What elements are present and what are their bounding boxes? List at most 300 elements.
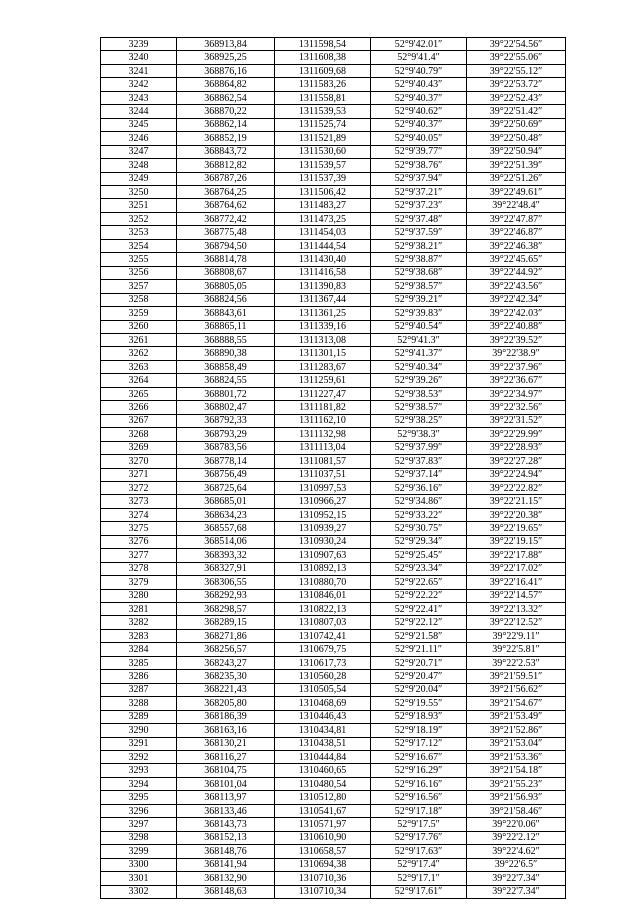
x-coordinate-cell: 368163,16 bbox=[177, 724, 275, 737]
longitude-cell: 39°22'7.34″ bbox=[467, 885, 566, 898]
table-row bbox=[101, 737, 566, 750]
latitude-cell: 52°9'23.34″ bbox=[371, 562, 467, 575]
table-row bbox=[101, 481, 566, 494]
latitude-cell: 52°9'38.25″ bbox=[371, 414, 467, 427]
table-row bbox=[101, 253, 566, 266]
table-row bbox=[101, 831, 566, 844]
point-number-cell: 3302 bbox=[101, 885, 177, 898]
y-coordinate-cell: 1310930,24 bbox=[275, 535, 371, 548]
table-row bbox=[101, 697, 566, 710]
y-coordinate-cell: 1311113,04 bbox=[275, 441, 371, 454]
x-coordinate-cell: 368756,49 bbox=[177, 468, 275, 481]
x-coordinate-cell: 368772,42 bbox=[177, 212, 275, 225]
latitude-cell: 52°9'41.4″ bbox=[371, 51, 467, 64]
y-coordinate-cell: 1311339,16 bbox=[275, 320, 371, 333]
latitude-cell: 52°9'34.86″ bbox=[371, 495, 467, 508]
longitude-cell: 39°21'53.36″ bbox=[467, 751, 566, 764]
longitude-cell: 39°22'50.69″ bbox=[467, 118, 566, 131]
x-coordinate-cell: 368514,06 bbox=[177, 535, 275, 548]
latitude-cell: 52°9'29.34″ bbox=[371, 535, 467, 548]
x-coordinate-cell: 368792,33 bbox=[177, 414, 275, 427]
point-number-cell: 3296 bbox=[101, 804, 177, 817]
x-coordinate-cell: 368243,27 bbox=[177, 656, 275, 669]
y-coordinate-cell: 1311444,54 bbox=[275, 239, 371, 252]
x-coordinate-cell: 368289,15 bbox=[177, 616, 275, 629]
y-coordinate-cell: 1310846,01 bbox=[275, 589, 371, 602]
table-row bbox=[101, 764, 566, 777]
longitude-cell: 39°22'37.96″ bbox=[467, 360, 566, 373]
longitude-cell: 39°22'13.32″ bbox=[467, 603, 566, 616]
latitude-cell: 52°9'40.79″ bbox=[371, 64, 467, 77]
y-coordinate-cell: 1310907,63 bbox=[275, 549, 371, 562]
point-number-cell: 3253 bbox=[101, 226, 177, 239]
longitude-cell: 39°22'34.97″ bbox=[467, 387, 566, 400]
table-row bbox=[101, 185, 566, 198]
y-coordinate-cell: 1311162,10 bbox=[275, 414, 371, 427]
latitude-cell: 52°9'19.55″ bbox=[371, 697, 467, 710]
latitude-cell: 52°9'39.21″ bbox=[371, 293, 467, 306]
point-number-cell: 3301 bbox=[101, 872, 177, 885]
longitude-cell: 39°22'53.72″ bbox=[467, 78, 566, 91]
latitude-cell: 52°9'42.01″ bbox=[371, 38, 467, 51]
x-coordinate-cell: 368862,14 bbox=[177, 118, 275, 131]
point-number-cell: 3250 bbox=[101, 185, 177, 198]
x-coordinate-cell: 368186,39 bbox=[177, 710, 275, 723]
x-coordinate-cell: 368634,23 bbox=[177, 508, 275, 521]
point-number-cell: 3266 bbox=[101, 401, 177, 414]
longitude-cell: 39°22'9.11″ bbox=[467, 629, 566, 642]
latitude-cell: 52°9'38.21″ bbox=[371, 239, 467, 252]
longitude-cell: 39°22'48.4″ bbox=[467, 199, 566, 212]
longitude-cell: 39°22'50.94″ bbox=[467, 145, 566, 158]
x-coordinate-cell: 368824,55 bbox=[177, 374, 275, 387]
point-number-cell: 3287 bbox=[101, 683, 177, 696]
point-number-cell: 3288 bbox=[101, 697, 177, 710]
latitude-cell: 52°9'20.47″ bbox=[371, 670, 467, 683]
table-row bbox=[101, 172, 566, 185]
y-coordinate-cell: 1311037,51 bbox=[275, 468, 371, 481]
latitude-cell: 52°9'41.37″ bbox=[371, 347, 467, 360]
table-row bbox=[101, 64, 566, 77]
table-row bbox=[101, 468, 566, 481]
point-number-cell: 3267 bbox=[101, 414, 177, 427]
point-number-cell: 3295 bbox=[101, 791, 177, 804]
y-coordinate-cell: 1311609,68 bbox=[275, 64, 371, 77]
y-coordinate-cell: 1311558,81 bbox=[275, 91, 371, 104]
table-row bbox=[101, 78, 566, 91]
latitude-cell: 52°9'38.76″ bbox=[371, 159, 467, 172]
longitude-cell: 39°22'38.9″ bbox=[467, 347, 566, 360]
x-coordinate-cell: 368152,13 bbox=[177, 831, 275, 844]
table-row bbox=[101, 535, 566, 548]
point-number-cell: 3276 bbox=[101, 535, 177, 548]
x-coordinate-cell: 368787,26 bbox=[177, 172, 275, 185]
latitude-cell: 52°9'36.16″ bbox=[371, 481, 467, 494]
latitude-cell: 52°9'18.93″ bbox=[371, 710, 467, 723]
longitude-cell: 39°21'53.04″ bbox=[467, 737, 566, 750]
y-coordinate-cell: 1310997,53 bbox=[275, 481, 371, 494]
table-row bbox=[101, 414, 566, 427]
x-coordinate-cell: 368764,25 bbox=[177, 185, 275, 198]
table-row bbox=[101, 266, 566, 279]
y-coordinate-cell: 1310892,13 bbox=[275, 562, 371, 575]
latitude-cell: 52°9'16.67″ bbox=[371, 751, 467, 764]
latitude-cell: 52°9'38.3″ bbox=[371, 428, 467, 441]
table-row bbox=[101, 38, 566, 51]
longitude-cell: 39°22'24.94″ bbox=[467, 468, 566, 481]
y-coordinate-cell: 1311506,42 bbox=[275, 185, 371, 198]
longitude-cell: 39°22'12.52″ bbox=[467, 616, 566, 629]
point-number-cell: 3277 bbox=[101, 549, 177, 562]
longitude-cell: 39°22'52.43″ bbox=[467, 91, 566, 104]
table-row bbox=[101, 159, 566, 172]
x-coordinate-cell: 368141,94 bbox=[177, 858, 275, 871]
longitude-cell: 39°22'43.56″ bbox=[467, 280, 566, 293]
x-coordinate-cell: 368113,97 bbox=[177, 791, 275, 804]
x-coordinate-cell: 368116,27 bbox=[177, 751, 275, 764]
table-row bbox=[101, 91, 566, 104]
point-number-cell: 3279 bbox=[101, 576, 177, 589]
x-coordinate-cell: 368775,48 bbox=[177, 226, 275, 239]
point-number-cell: 3294 bbox=[101, 777, 177, 790]
x-coordinate-cell: 368205,80 bbox=[177, 697, 275, 710]
y-coordinate-cell: 1311181,82 bbox=[275, 401, 371, 414]
longitude-cell: 39°22'44.92″ bbox=[467, 266, 566, 279]
point-number-cell: 3299 bbox=[101, 845, 177, 858]
x-coordinate-cell: 368298,57 bbox=[177, 603, 275, 616]
longitude-cell: 39°22'46.38″ bbox=[467, 239, 566, 252]
latitude-cell: 52°9'16.29″ bbox=[371, 764, 467, 777]
table-row bbox=[101, 401, 566, 414]
latitude-cell: 52°9'37.23″ bbox=[371, 199, 467, 212]
latitude-cell: 52°9'37.14″ bbox=[371, 468, 467, 481]
x-coordinate-cell: 368306,55 bbox=[177, 576, 275, 589]
x-coordinate-cell: 368292,93 bbox=[177, 589, 275, 602]
y-coordinate-cell: 1311521,89 bbox=[275, 132, 371, 145]
y-coordinate-cell: 1310505,54 bbox=[275, 683, 371, 696]
longitude-cell: 39°22'4.62″ bbox=[467, 845, 566, 858]
x-coordinate-cell: 368843,61 bbox=[177, 307, 275, 320]
coordinates-table bbox=[100, 37, 566, 899]
table-row bbox=[101, 441, 566, 454]
longitude-cell: 39°22'16.41″ bbox=[467, 576, 566, 589]
point-number-cell: 3260 bbox=[101, 320, 177, 333]
point-number-cell: 3249 bbox=[101, 172, 177, 185]
x-coordinate-cell: 368852,19 bbox=[177, 132, 275, 145]
latitude-cell: 52°9'21.58″ bbox=[371, 629, 467, 642]
x-coordinate-cell: 368864,82 bbox=[177, 78, 275, 91]
y-coordinate-cell: 1310658,57 bbox=[275, 845, 371, 858]
point-number-cell: 3283 bbox=[101, 629, 177, 642]
table-row bbox=[101, 320, 566, 333]
latitude-cell: 52°9'37.48″ bbox=[371, 212, 467, 225]
latitude-cell: 52°9'22.65″ bbox=[371, 576, 467, 589]
point-number-cell: 3282 bbox=[101, 616, 177, 629]
table-row bbox=[101, 872, 566, 885]
y-coordinate-cell: 1310939,27 bbox=[275, 522, 371, 535]
table-row bbox=[101, 145, 566, 158]
longitude-cell: 39°22'51.42″ bbox=[467, 105, 566, 118]
y-coordinate-cell: 1310446,43 bbox=[275, 710, 371, 723]
latitude-cell: 52°9'30.75″ bbox=[371, 522, 467, 535]
point-number-cell: 3290 bbox=[101, 724, 177, 737]
point-number-cell: 3272 bbox=[101, 481, 177, 494]
y-coordinate-cell: 1310560,28 bbox=[275, 670, 371, 683]
point-number-cell: 3263 bbox=[101, 360, 177, 373]
table-row bbox=[101, 333, 566, 346]
table-row bbox=[101, 226, 566, 239]
y-coordinate-cell: 1311301,15 bbox=[275, 347, 371, 360]
latitude-cell: 52°9'38.57″ bbox=[371, 280, 467, 293]
table-row bbox=[101, 239, 566, 252]
table-row bbox=[101, 629, 566, 642]
point-number-cell: 3285 bbox=[101, 656, 177, 669]
latitude-cell: 52°9'33.22″ bbox=[371, 508, 467, 521]
x-coordinate-cell: 368888,55 bbox=[177, 333, 275, 346]
latitude-cell: 52°9'40.37″ bbox=[371, 91, 467, 104]
table-row bbox=[101, 656, 566, 669]
table-row bbox=[101, 710, 566, 723]
table-row bbox=[101, 777, 566, 790]
y-coordinate-cell: 1311483,27 bbox=[275, 199, 371, 212]
point-number-cell: 3259 bbox=[101, 307, 177, 320]
x-coordinate-cell: 368808,67 bbox=[177, 266, 275, 279]
table-row bbox=[101, 845, 566, 858]
table-row bbox=[101, 670, 566, 683]
latitude-cell: 52°9'40.37″ bbox=[371, 118, 467, 131]
x-coordinate-cell: 368778,14 bbox=[177, 455, 275, 468]
y-coordinate-cell: 1311390,83 bbox=[275, 280, 371, 293]
longitude-cell: 39°22'27.28″ bbox=[467, 455, 566, 468]
point-number-cell: 3242 bbox=[101, 78, 177, 91]
latitude-cell: 52°9'16.56″ bbox=[371, 791, 467, 804]
latitude-cell: 52°9'17.12″ bbox=[371, 737, 467, 750]
latitude-cell: 52°9'37.21″ bbox=[371, 185, 467, 198]
latitude-cell: 52°9'22.41″ bbox=[371, 603, 467, 616]
y-coordinate-cell: 1311361,25 bbox=[275, 307, 371, 320]
table-row bbox=[101, 360, 566, 373]
latitude-cell: 52°9'40.62″ bbox=[371, 105, 467, 118]
latitude-cell: 52°9'20.71″ bbox=[371, 656, 467, 669]
latitude-cell: 52°9'37.99″ bbox=[371, 441, 467, 454]
table-row bbox=[101, 293, 566, 306]
longitude-cell: 39°22'29.99″ bbox=[467, 428, 566, 441]
table-row bbox=[101, 212, 566, 225]
table-row bbox=[101, 549, 566, 562]
point-number-cell: 3255 bbox=[101, 253, 177, 266]
point-number-cell: 3271 bbox=[101, 468, 177, 481]
y-coordinate-cell: 1310460,65 bbox=[275, 764, 371, 777]
y-coordinate-cell: 1310444,84 bbox=[275, 751, 371, 764]
y-coordinate-cell: 1310610,90 bbox=[275, 831, 371, 844]
x-coordinate-cell: 368221,43 bbox=[177, 683, 275, 696]
longitude-cell: 39°22'5.81″ bbox=[467, 643, 566, 656]
y-coordinate-cell: 1310541,67 bbox=[275, 804, 371, 817]
latitude-cell: 52°9'38.53″ bbox=[371, 387, 467, 400]
table-row bbox=[101, 199, 566, 212]
x-coordinate-cell: 368858,49 bbox=[177, 360, 275, 373]
latitude-cell: 52°9'22.22″ bbox=[371, 589, 467, 602]
x-coordinate-cell: 368256,57 bbox=[177, 643, 275, 656]
x-coordinate-cell: 368557,68 bbox=[177, 522, 275, 535]
longitude-cell: 39°21'52.86″ bbox=[467, 724, 566, 737]
point-number-cell: 3278 bbox=[101, 562, 177, 575]
x-coordinate-cell: 368685,01 bbox=[177, 495, 275, 508]
longitude-cell: 39°22'47.87″ bbox=[467, 212, 566, 225]
x-coordinate-cell: 368148,76 bbox=[177, 845, 275, 858]
table-row bbox=[101, 495, 566, 508]
y-coordinate-cell: 1311283,67 bbox=[275, 360, 371, 373]
x-coordinate-cell: 368814,78 bbox=[177, 253, 275, 266]
table-row bbox=[101, 643, 566, 656]
y-coordinate-cell: 1310434,81 bbox=[275, 724, 371, 737]
y-coordinate-cell: 1310679,75 bbox=[275, 643, 371, 656]
table-row bbox=[101, 791, 566, 804]
point-number-cell: 3289 bbox=[101, 710, 177, 723]
x-coordinate-cell: 368327,91 bbox=[177, 562, 275, 575]
point-number-cell: 3261 bbox=[101, 333, 177, 346]
point-number-cell: 3248 bbox=[101, 159, 177, 172]
longitude-cell: 39°21'54.18″ bbox=[467, 764, 566, 777]
longitude-cell: 39°22'17.02″ bbox=[467, 562, 566, 575]
table-row bbox=[101, 307, 566, 320]
latitude-cell: 52°9'40.43″ bbox=[371, 78, 467, 91]
y-coordinate-cell: 1310710,36 bbox=[275, 872, 371, 885]
x-coordinate-cell: 368876,16 bbox=[177, 64, 275, 77]
y-coordinate-cell: 1311416,58 bbox=[275, 266, 371, 279]
x-coordinate-cell: 368890,38 bbox=[177, 347, 275, 360]
table-row bbox=[101, 105, 566, 118]
table-row bbox=[101, 522, 566, 535]
longitude-cell: 39°22'2.12″ bbox=[467, 831, 566, 844]
longitude-cell: 39°22'17.88″ bbox=[467, 549, 566, 562]
latitude-cell: 52°9'16.16″ bbox=[371, 777, 467, 790]
longitude-cell: 39°22'36.67″ bbox=[467, 374, 566, 387]
longitude-cell: 39°22'19.65″ bbox=[467, 522, 566, 535]
table-row bbox=[101, 508, 566, 521]
longitude-cell: 39°22'46.87″ bbox=[467, 226, 566, 239]
table-row bbox=[101, 428, 566, 441]
x-coordinate-cell: 368913,84 bbox=[177, 38, 275, 51]
x-coordinate-cell: 368801,72 bbox=[177, 387, 275, 400]
longitude-cell: 39°21'55.23″ bbox=[467, 777, 566, 790]
longitude-cell: 39°22'51.39″ bbox=[467, 159, 566, 172]
latitude-cell: 52°9'17.18″ bbox=[371, 804, 467, 817]
table-row bbox=[101, 616, 566, 629]
x-coordinate-cell: 368805,05 bbox=[177, 280, 275, 293]
x-coordinate-cell: 368133,46 bbox=[177, 804, 275, 817]
latitude-cell: 52°9'18.19″ bbox=[371, 724, 467, 737]
x-coordinate-cell: 368130,21 bbox=[177, 737, 275, 750]
table-row bbox=[101, 589, 566, 602]
point-number-cell: 3246 bbox=[101, 132, 177, 145]
longitude-cell: 39°22'39.52″ bbox=[467, 333, 566, 346]
point-number-cell: 3264 bbox=[101, 374, 177, 387]
table-row bbox=[101, 818, 566, 831]
latitude-cell: 52°9'21.11″ bbox=[371, 643, 467, 656]
latitude-cell: 52°9'17.76″ bbox=[371, 831, 467, 844]
table-row bbox=[101, 858, 566, 871]
x-coordinate-cell: 368148,63 bbox=[177, 885, 275, 898]
longitude-cell: 39°22'14.57″ bbox=[467, 589, 566, 602]
longitude-cell: 39°22'40.88″ bbox=[467, 320, 566, 333]
y-coordinate-cell: 1310807,03 bbox=[275, 616, 371, 629]
x-coordinate-cell: 368865,11 bbox=[177, 320, 275, 333]
longitude-cell: 39°22'42.34″ bbox=[467, 293, 566, 306]
table-row bbox=[101, 885, 566, 898]
x-coordinate-cell: 368925,25 bbox=[177, 51, 275, 64]
table-row bbox=[101, 51, 566, 64]
x-coordinate-cell: 368393,32 bbox=[177, 549, 275, 562]
x-coordinate-cell: 368802,47 bbox=[177, 401, 275, 414]
y-coordinate-cell: 1310468,69 bbox=[275, 697, 371, 710]
longitude-cell: 39°21'56.62″ bbox=[467, 683, 566, 696]
point-number-cell: 3268 bbox=[101, 428, 177, 441]
x-coordinate-cell: 368870,22 bbox=[177, 105, 275, 118]
latitude-cell: 52°9'37.83″ bbox=[371, 455, 467, 468]
latitude-cell: 52°9'17.63″ bbox=[371, 845, 467, 858]
point-number-cell: 3258 bbox=[101, 293, 177, 306]
y-coordinate-cell: 1310571,97 bbox=[275, 818, 371, 831]
longitude-cell: 39°21'53.49″ bbox=[467, 710, 566, 723]
x-coordinate-cell: 368843,72 bbox=[177, 145, 275, 158]
longitude-cell: 39°22'50.48″ bbox=[467, 132, 566, 145]
latitude-cell: 52°9'38.68″ bbox=[371, 266, 467, 279]
longitude-cell: 39°22'55.06″ bbox=[467, 51, 566, 64]
x-coordinate-cell: 368862,54 bbox=[177, 91, 275, 104]
longitude-cell: 39°22'7.34″ bbox=[467, 872, 566, 885]
longitude-cell: 39°22'21.15″ bbox=[467, 495, 566, 508]
point-number-cell: 3257 bbox=[101, 280, 177, 293]
longitude-cell: 39°22'2.53″ bbox=[467, 656, 566, 669]
y-coordinate-cell: 1311539,53 bbox=[275, 105, 371, 118]
point-number-cell: 3239 bbox=[101, 38, 177, 51]
point-number-cell: 3273 bbox=[101, 495, 177, 508]
x-coordinate-cell: 368812,82 bbox=[177, 159, 275, 172]
table-row bbox=[101, 118, 566, 131]
table-row bbox=[101, 603, 566, 616]
y-coordinate-cell: 1311454,03 bbox=[275, 226, 371, 239]
y-coordinate-cell: 1310710,34 bbox=[275, 885, 371, 898]
y-coordinate-cell: 1311081,57 bbox=[275, 455, 371, 468]
y-coordinate-cell: 1310617,73 bbox=[275, 656, 371, 669]
table-row bbox=[101, 683, 566, 696]
longitude-cell: 39°22'49.61″ bbox=[467, 185, 566, 198]
y-coordinate-cell: 1311227,47 bbox=[275, 387, 371, 400]
table-row bbox=[101, 374, 566, 387]
longitude-cell: 39°22'55.12″ bbox=[467, 64, 566, 77]
point-number-cell: 3297 bbox=[101, 818, 177, 831]
latitude-cell: 52°9'40.34″ bbox=[371, 360, 467, 373]
latitude-cell: 52°9'39.77″ bbox=[371, 145, 467, 158]
point-number-cell: 3254 bbox=[101, 239, 177, 252]
point-number-cell: 3291 bbox=[101, 737, 177, 750]
point-number-cell: 3244 bbox=[101, 105, 177, 118]
latitude-cell: 52°9'40.54″ bbox=[371, 320, 467, 333]
x-coordinate-cell: 368132,90 bbox=[177, 872, 275, 885]
y-coordinate-cell: 1310742,41 bbox=[275, 629, 371, 642]
x-coordinate-cell: 368783,56 bbox=[177, 441, 275, 454]
point-number-cell: 3256 bbox=[101, 266, 177, 279]
latitude-cell: 52°9'41.3″ bbox=[371, 333, 467, 346]
longitude-cell: 39°22'51.26″ bbox=[467, 172, 566, 185]
latitude-cell: 52°9'25.45″ bbox=[371, 549, 467, 562]
table-row bbox=[101, 455, 566, 468]
point-number-cell: 3284 bbox=[101, 643, 177, 656]
x-coordinate-cell: 368235,30 bbox=[177, 670, 275, 683]
longitude-cell: 39°22'31.52″ bbox=[467, 414, 566, 427]
table-row bbox=[101, 576, 566, 589]
